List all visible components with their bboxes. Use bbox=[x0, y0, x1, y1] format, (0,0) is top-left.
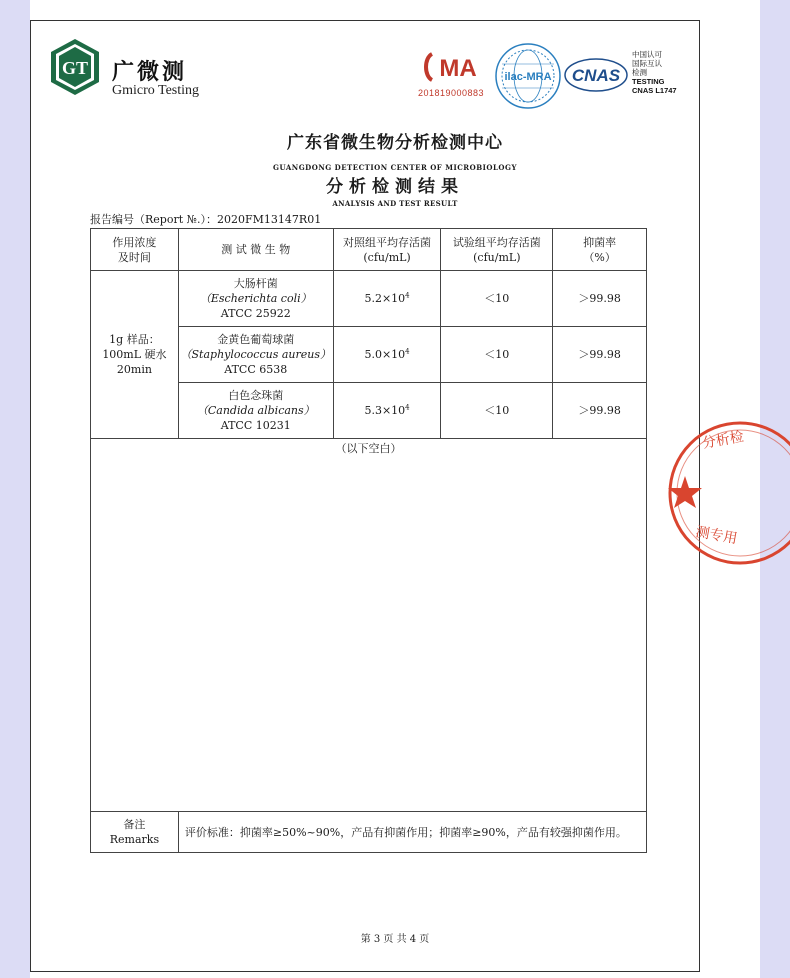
logo-letters: GT bbox=[61, 58, 89, 78]
rate-cell: ＞99.98 bbox=[553, 327, 647, 383]
condition-cell: 1g 样品： 100mL 硬水 20min bbox=[91, 271, 179, 439]
rate-cell: ＞99.98 bbox=[553, 271, 647, 327]
cnas-accreditation-text bbox=[632, 50, 677, 95]
control-cell: $5.2\times 10^4$ bbox=[333, 271, 441, 327]
cnas-line: 中国认可 bbox=[632, 50, 662, 59]
ilac-label: ilac-MRA bbox=[504, 71, 552, 83]
remarks-text: 评价标准：抑菌率≥50%~90%，产品有抑菌作用；抑菌率≥90%，产品有较强抑菌作用。 bbox=[178, 812, 646, 853]
test-cell: ＜10 bbox=[441, 327, 553, 383]
table-header-row bbox=[91, 229, 647, 271]
ilac-mra-logo-icon bbox=[494, 42, 562, 110]
blank-note: （以下空白） bbox=[91, 439, 647, 812]
cnas-line: 检测 bbox=[632, 68, 647, 77]
remarks-row bbox=[91, 812, 647, 853]
test-cell: ＜10 bbox=[441, 271, 553, 327]
center-title-en: GUANGDONG DETECTION CENTER OF MICROBIOLOGY bbox=[273, 163, 517, 172]
cnas-line: 国际互认 bbox=[632, 59, 662, 68]
test-cell: ＜10 bbox=[441, 383, 553, 439]
gmicro-logo-icon bbox=[50, 38, 100, 96]
cma-number: 201819000883 bbox=[418, 88, 485, 98]
cnas-line: TESTING bbox=[632, 77, 665, 86]
organism-cell: 大肠杆菌 （Escherichta coli） ATCC 25922 bbox=[178, 271, 333, 327]
control-cell: $5.0\times 10^4$ bbox=[333, 327, 441, 383]
brand-name-en: Gmicro Testing bbox=[112, 83, 200, 98]
table-row bbox=[91, 271, 647, 327]
seal-text-top: 分析检 bbox=[700, 428, 746, 452]
cnas-label: CNAS bbox=[571, 66, 621, 85]
header-test: 试验组平均存活菌 (cfu/mL) bbox=[441, 229, 553, 271]
seal-text-bottom: 测专用 bbox=[694, 524, 739, 548]
report-number: 报告编号（Report №.）：2020FM13147R01 bbox=[90, 213, 322, 226]
organism-cell: 金黄色葡萄球菌 （Staphylococcus aureus） ATCC 6538 bbox=[178, 327, 333, 383]
official-seal-icon bbox=[665, 418, 746, 568]
cma-label: MA bbox=[439, 55, 477, 82]
cnas-line: CNAS L1747 bbox=[632, 86, 677, 95]
cma-logo-icon bbox=[422, 48, 486, 86]
header-control: 对照组平均存活菌 (cfu/mL) bbox=[333, 229, 441, 271]
remarks-label: 备注 Remarks bbox=[91, 812, 179, 853]
header-rate: 抑菌率 （%） bbox=[553, 229, 647, 271]
brand-name-cn: 广微测 bbox=[112, 60, 188, 85]
header-organism: 测 试 微 生 物 bbox=[178, 229, 333, 271]
organism-cell: 白色念珠菌 （Candida albicans） ATCC 10231 bbox=[178, 383, 333, 439]
center-title-cn: 广东省微生物分析检测中心 bbox=[287, 133, 503, 153]
result-title-cn: 分析检测结果 bbox=[326, 177, 464, 197]
result-title-en: ANALYSIS AND TEST RESULT bbox=[332, 199, 458, 208]
page-number: 第 3 页 共 4 页 bbox=[360, 934, 430, 945]
header-concentration: 作用浓度 及时间 bbox=[91, 229, 179, 271]
blank-area-row bbox=[91, 439, 647, 812]
control-cell: $5.3\times 10^4$ bbox=[333, 383, 441, 439]
results-table bbox=[90, 228, 647, 853]
cnas-logo-icon bbox=[564, 58, 628, 92]
rate-cell: ＞99.98 bbox=[553, 383, 647, 439]
